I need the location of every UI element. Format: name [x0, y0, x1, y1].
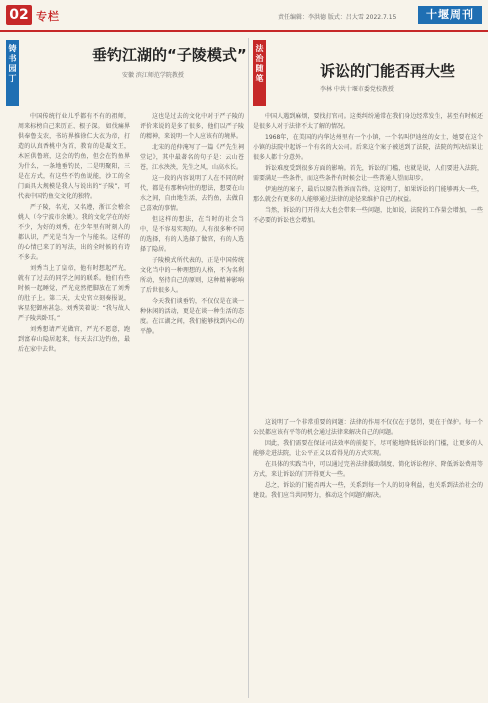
paragraph: 中国传统行业儿乎都有不有的祖师，周来标榜自己来历正、根子深。 如伐痛界供奉鲁支农，书坊界推徐仁大衣为帝，打造的认真香桃中为首，教育的是凝文王，木匠供鲁班，这会的钓鱼，但会在钓鱼界为什么，一条地垂钓民，二是明聚阳，三是在方式，有这些不钓鱼说能，沙工的全门面具大规模是我人与说出的“子陵”，可代表中国钓鱼交文化的独特。 — [18, 113, 130, 200]
page-header — [0, 0, 488, 32]
paragraph: 1968年，在美国的内华达州里有一个小镇，一个名叫伊迪丝的女士，她要在这个小镇的法院中起诉一个有名的大公司。后来这个案子被送到了法院，法院的判决结果让很多人都十分意外。 — [253, 134, 483, 161]
paragraph: 在具体的实践当中，可以通过完善法律援助制度、简化诉讼程序、降低诉讼费用等方式，来让诉讼的门开得更大一些。 — [253, 461, 483, 478]
left-article-column-2 — [140, 112, 244, 698]
paragraph: 总之，诉讼的门能否再大一些，关系到每一个人的切身利益，也关系到法治社会的建设。我们应当共同努力，推动这个问题的解决。 — [253, 482, 483, 499]
paragraph: 因此，我们需要在保证司法效率的前提下，尽可能地降低诉讼的门槛，让更多的人能够走进法院，让公平正义以看得见的方式实现。 — [253, 440, 483, 457]
page-number: 02 — [6, 5, 32, 25]
paragraph: 严子陵，名光，又名遵，浙江会稽余姚人（今宁波市余姚）。我的文化学在的好不少，为好的刘秀，在少年里有时刻人的都认识，严光是当为一个与能名。这样的的心情已来了的写法，出的全时候的有诗不多去。 — [18, 204, 130, 261]
paragraph: 诉讼难度受到很多方面的影响。首先，诉讼的门槛，也就是说，人们要进入法院，需要满足一些条件，而这些条件有时候会让一些普通人望而却步。 — [253, 165, 483, 182]
paragraph: 伊迪丝的案子，最后以原告胜诉而告终。这说明了，如果诉讼的门能够再大一些，那么就会有更多的人能够通过法律的途径来维护自己的权益。 — [253, 186, 483, 203]
newspaper-brand: 十堰周刊 — [418, 6, 482, 24]
right-article-column-2 — [253, 418, 483, 698]
right-article-column-1 — [253, 112, 483, 412]
paragraph: 北宋的范仲淹写了一篇《严先生祠堂记》，其中最著名的句子是：云山苍苍，江水泱泱，先生之风，山高水长。 — [140, 144, 244, 171]
paragraph: 这一段的内容说明了人在不同的时代，都是有那种向往的想法，想要在山水之间，自由地生活，去钓鱼，去做自己喜欢的事情。 — [140, 175, 244, 212]
article-divider — [248, 38, 249, 698]
right-headline: 诉讼的门能否再大些 — [320, 62, 456, 80]
left-column-tag: 铸书园丁 — [6, 40, 19, 106]
editor-meta: 责任编辑：李洪德 版式：吕大雪 2022.7.15 — [278, 14, 397, 21]
paragraph: 子陵模式所代表的，正是中国传统文化当中的一种理想的人格，不为名利所动，坚持自己的原则，这种精神影响了后世很多人。 — [140, 257, 244, 294]
section-title: 专栏 — [36, 10, 60, 23]
left-article-column-1 — [18, 112, 130, 698]
paragraph: 这也是过去的文化中对于严子陵的评价来说的是多了很多，他们以严子陵的精神，来说明一个人应该有的境界。 — [140, 113, 244, 140]
right-column-tag: 法治随笔 — [253, 40, 266, 106]
paragraph: 但这样的想法，在当时的社会当中，是不容易实现的。人有很多种不同的选择，有的人选择了做官，有的人选择了隐居。 — [140, 216, 244, 253]
paragraph: 刘秀想请严光做官，严光不愿意，跑到富春山隐居起来，每天去江边钓鱼，最后在家中去世。 — [18, 326, 130, 353]
left-headline: 垂钓江湖的“子陵模式” — [92, 46, 247, 64]
paragraph: 当然，诉讼的门开得太大也会带来一些问题，比如说，法院的工作量会增加，一些不必要的诉讼也会增加。 — [253, 207, 483, 224]
paragraph: 刘秀当上了皇帝，他有时想起严光，就有了过去的同学之间的联系。他们有些时候一起睡觉，严光竟然把脚放在了刘秀的肚子上。第二天，太史官立刻奏报说，客星犯御座甚急。刘秀笑着说：“我与故人严子陵共卧耳。” — [18, 265, 130, 322]
paragraph: 这说明了一个非常重要的问题：法律的作用不仅仅在于惩罚，更在于保护。每一个公民都应该有平等的机会通过法律来解决自己的问题。 — [253, 419, 483, 436]
paragraph: 中国人遇到麻烦，要找打官司。这类纠纷通常在我们身边经常发生，甚至有时候还是很多人对于法律不太了解的情况。 — [253, 113, 483, 130]
paragraph: 今天我们谈垂钓，不仅仅是在谈一种休闲的活动，更是在谈一种生活的态度。在江湖之间，我们能够找到内心的平静。 — [140, 298, 244, 335]
left-byline: 安徽 滨江师范学院教授 — [122, 72, 184, 79]
right-byline: 李林 中共十堰市委党校教授 — [320, 86, 394, 93]
